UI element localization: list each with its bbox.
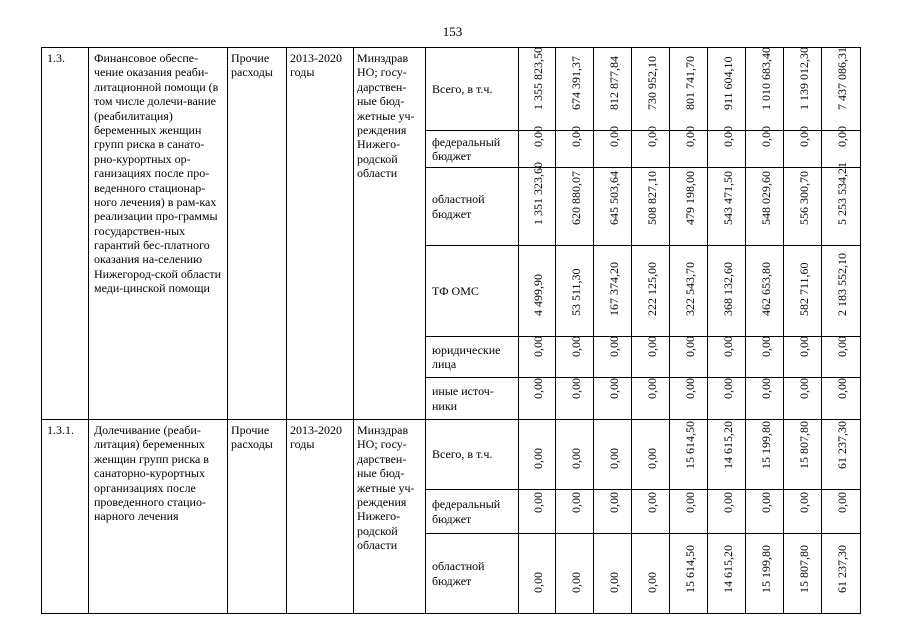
amount-cell: [632, 337, 670, 378]
amount-cell: [632, 378, 670, 420]
funding-source: юридические лица: [426, 337, 519, 378]
amount-value: 0,00: [531, 571, 545, 593]
amount-value: 508 827,10: [644, 170, 659, 225]
amount-cell: [632, 420, 670, 490]
expense-type: Прочие расходы: [228, 420, 287, 614]
amount-cell: [746, 378, 784, 420]
table-row: [42, 420, 861, 490]
amount-value: 0,00: [682, 335, 697, 357]
amount-cell: [708, 534, 746, 614]
amount-cell: [594, 534, 632, 614]
amount-cell: [670, 246, 708, 337]
amount-value: 15 199,80: [758, 420, 773, 469]
amount-value: 0,00: [531, 377, 545, 399]
amount-cell: [784, 420, 822, 490]
amount-value: 7 437 086,31: [835, 46, 849, 110]
amount-cell: [519, 337, 556, 378]
amount-cell: [519, 420, 556, 490]
amount-cell: [594, 246, 632, 337]
amount-value: 479 198,00: [682, 170, 697, 225]
amount-value: 53 511,30: [568, 268, 583, 316]
amount-value: 0,00: [531, 335, 545, 357]
period: 2013-2020 годы: [287, 420, 354, 614]
amount-value: 0,00: [682, 377, 697, 399]
amount-cell: [746, 337, 784, 378]
amount-value: 0,00: [531, 125, 545, 147]
amount-value: 167 374,20: [606, 261, 621, 316]
expense-type: Прочие расходы: [228, 48, 287, 420]
amount-cell: [708, 125, 746, 168]
funding-source: федеральный бюджет: [426, 490, 519, 534]
amount-cell: [784, 490, 822, 534]
amount-cell: [632, 48, 670, 131]
amount-cell: [746, 168, 784, 246]
amount-cell: [556, 534, 594, 614]
amount-value: 0,00: [720, 335, 735, 357]
amount-cell: [556, 125, 594, 168]
amount-value: 645 503,64: [606, 170, 621, 225]
amount-cell: [594, 125, 632, 168]
amount-value: 582 711,60: [796, 262, 811, 316]
amount-value: 1 351 323,60: [531, 161, 545, 225]
funding-source: областной бюджет: [426, 168, 519, 246]
amount-value: 14 615,20: [720, 544, 735, 593]
amount-cell: [708, 420, 746, 490]
amount-cell: [519, 246, 556, 337]
amount-cell: [670, 378, 708, 420]
amount-cell: [670, 337, 708, 378]
amount-value: 15 614,50: [682, 420, 697, 469]
funding-source: областной бюджет: [426, 534, 519, 614]
funding-source: ТФ ОМС: [426, 246, 519, 337]
amount-cell: [594, 337, 632, 378]
amount-cell: [556, 48, 594, 131]
amount-cell: [822, 246, 861, 337]
amount-cell: [632, 125, 670, 168]
amount-cell: [822, 378, 861, 420]
amount-cell: [594, 378, 632, 420]
amount-cell: [594, 420, 632, 490]
amount-cell: [708, 168, 746, 246]
amount-cell: [746, 534, 784, 614]
amount-cell: [519, 490, 556, 534]
amount-cell: [556, 168, 594, 246]
amount-value: 4 499,90: [531, 273, 545, 316]
amount-value: 462 653,80: [758, 261, 773, 316]
amount-value: 15 807,80: [796, 544, 811, 593]
amount-value: 730 952,10: [644, 55, 659, 110]
amount-value: 0,00: [720, 491, 735, 513]
amount-value: 620 880,07: [568, 170, 583, 225]
amount-cell: [822, 534, 861, 614]
amount-cell: [632, 490, 670, 534]
amount-cell: [632, 246, 670, 337]
amount-cell: [784, 246, 822, 337]
amount-value: 0,00: [568, 491, 583, 513]
amount-value: 674 391,37: [568, 55, 583, 110]
amount-cell: [746, 125, 784, 168]
amount-cell: [670, 168, 708, 246]
amount-value: 0,00: [835, 377, 849, 399]
executor: Минздрав НО; госу-дарствен-ные бюд-жетные уч-реждения Нижего-родской области: [354, 420, 426, 614]
amount-cell: [784, 378, 822, 420]
amount-cell: [746, 48, 784, 131]
amount-value: 15 807,80: [796, 420, 811, 469]
amount-cell: [556, 246, 594, 337]
amount-value: 911 604,10: [720, 56, 735, 110]
amount-value: 0,00: [758, 335, 773, 357]
amount-value: 0,00: [644, 377, 659, 399]
row-number: 1.3.: [42, 48, 89, 420]
amount-value: 0,00: [606, 125, 621, 147]
amount-value: 0,00: [720, 377, 735, 399]
amount-cell: [822, 420, 861, 490]
amount-cell: [784, 534, 822, 614]
amount-value: 0,00: [606, 377, 621, 399]
amount-value: 0,00: [644, 447, 659, 469]
amount-cell: [519, 48, 556, 131]
amount-cell: [594, 168, 632, 246]
amount-value: 0,00: [835, 125, 849, 147]
amount-cell: [784, 337, 822, 378]
funding-source: Всего, в т.ч.: [426, 48, 519, 131]
amount-value: 222 125,00: [644, 261, 659, 316]
table-row: [42, 48, 861, 131]
amount-cell: [822, 161, 861, 246]
amount-value: 0,00: [606, 571, 621, 593]
period: 2013-2020 годы: [287, 48, 354, 420]
amount-cell: [708, 378, 746, 420]
amount-cell: [556, 490, 594, 534]
amount-cell: [746, 420, 784, 490]
amount-cell: [784, 125, 822, 168]
row-number: 1.3.1.: [42, 420, 89, 614]
amount-value: 1 010 683,40: [758, 46, 773, 110]
amount-value: 0,00: [758, 377, 773, 399]
amount-value: 0,00: [644, 491, 659, 513]
amount-cell: [670, 490, 708, 534]
funding-source: Всего, в т.ч.: [426, 420, 519, 490]
amount-cell: [556, 378, 594, 420]
amount-value: 0,00: [796, 335, 811, 357]
amount-value: 556 300,70: [796, 170, 811, 225]
amount-value: 0,00: [644, 335, 659, 357]
amount-value: 1 355 823,50: [531, 46, 545, 110]
measure-name: Долечивание (реаби-литация) беременных женщин групп риска в санаторно-курортных организациях после проведенного стацио-нарного лечения: [89, 420, 228, 614]
amount-value: 1 139 012,30: [796, 46, 811, 110]
amount-value: 0,00: [531, 491, 545, 513]
amount-value: 0,00: [568, 447, 583, 469]
amount-cell: [784, 48, 822, 131]
amount-value: 0,00: [835, 491, 849, 513]
amount-value: 61 237,30: [835, 544, 849, 593]
amount-cell: [594, 490, 632, 534]
amount-value: 0,00: [568, 377, 583, 399]
amount-cell: [708, 48, 746, 131]
amount-cell: [708, 490, 746, 534]
amount-value: 0,00: [682, 491, 697, 513]
amount-cell: [519, 378, 556, 420]
amount-value: 5 253 534,21: [835, 161, 849, 225]
amount-value: 0,00: [682, 125, 697, 147]
page-number: 153: [442, 24, 463, 39]
amount-value: 0,00: [606, 491, 621, 513]
amount-value: 0,00: [796, 125, 811, 147]
amount-cell: [556, 420, 594, 490]
amount-cell: [784, 168, 822, 246]
amount-value: 548 029,60: [758, 170, 773, 225]
amount-value: 812 877,84: [606, 55, 621, 110]
amount-cell: [746, 246, 784, 337]
amount-cell: [670, 48, 708, 131]
amount-value: 0,00: [531, 447, 545, 469]
amount-value: 61 237,30: [835, 420, 849, 469]
amount-cell: [822, 337, 861, 378]
amount-value: 0,00: [835, 335, 849, 357]
amount-value: 801 741,70: [682, 55, 697, 110]
amount-value: 0,00: [568, 125, 583, 147]
amount-value: 0,00: [644, 571, 659, 593]
amount-value: 15 614,50: [682, 544, 697, 593]
amount-cell: [519, 534, 556, 614]
amount-value: 368 132,60: [720, 261, 735, 316]
amount-cell: [632, 168, 670, 246]
amount-value: 0,00: [720, 125, 735, 147]
amount-value: 0,00: [796, 491, 811, 513]
funding-source: федеральный бюджет: [426, 131, 519, 168]
funding-source: иные источ-ники: [426, 378, 519, 420]
amount-value: 322 543,70: [682, 261, 697, 316]
amount-cell: [708, 246, 746, 337]
amount-value: 543 471,50: [720, 170, 735, 225]
funding-table: [41, 47, 861, 614]
amount-cell: [822, 48, 861, 131]
executor: Минздрав НО; госу-дарствен-ные бюд-жетные уч-реждения Нижего-родской области: [354, 48, 426, 420]
amount-cell: [708, 337, 746, 378]
amount-value: 0,00: [568, 335, 583, 357]
amount-cell: [594, 48, 632, 131]
amount-cell: [670, 534, 708, 614]
amount-cell: [670, 420, 708, 490]
amount-value: 2 183 552,10: [835, 252, 849, 316]
amount-value: 0,00: [758, 125, 773, 147]
amount-cell: [519, 161, 556, 246]
amount-value: 14 615,20: [720, 420, 735, 469]
amount-value: 0,00: [758, 491, 773, 513]
amount-cell: [556, 337, 594, 378]
amount-cell: [822, 490, 861, 534]
amount-value: 15 199,80: [758, 544, 773, 593]
amount-value: 0,00: [606, 335, 621, 357]
amount-value: 0,00: [796, 377, 811, 399]
amount-value: 0,00: [644, 125, 659, 147]
amount-value: 0,00: [568, 571, 583, 593]
measure-name: Финансовое обеспе-чение оказания реаби-литационной помощи (в том числе долечи-вание (реабилитация) беременных женщин групп риска в санато-рно-курортных ор-ганизациях после про-веденного стационар-ного лечения) в рам-ках реализации про-граммы государствен-ных гарантий бес-платного оказания на-селению Нижегород-ской области меди-цинской помощи: [89, 48, 228, 420]
amount-cell: [670, 125, 708, 168]
amount-value: 0,00: [606, 447, 621, 469]
amount-cell: [632, 534, 670, 614]
amount-cell: [746, 490, 784, 534]
